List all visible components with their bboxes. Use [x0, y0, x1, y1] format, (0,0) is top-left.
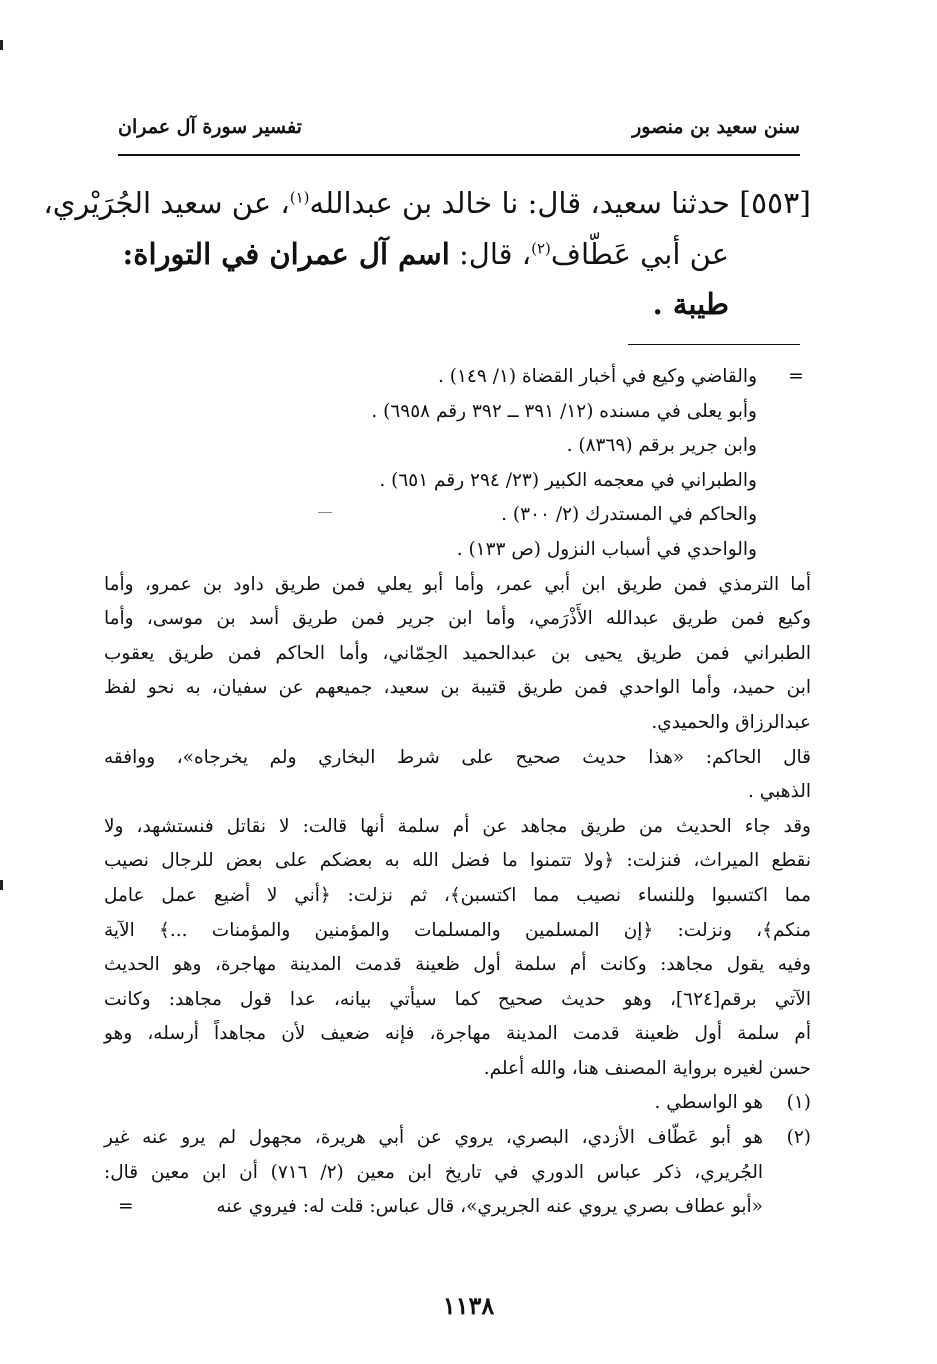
- hadith-line: [43, 178, 811, 229]
- continuation-mark: =: [118, 1196, 134, 1218]
- paragraph-line: نقطع الميراث، فنزلت: ﴿ولا تتمنوا ما فضل الله به بعضكم على بعض للرجال نصيب: [104, 850, 811, 872]
- footnote-2: [104, 1121, 811, 1225]
- reference-line: والحاكم في المستدرك (٢/ ٣٠٠) .: [501, 504, 757, 526]
- reference-line: وأبو يعلى في مسنده (١٢/ ٣٩١ ــ ٣٩٢ رقم ٦٩٥٨) .: [371, 400, 757, 422]
- scan-speck: [318, 512, 332, 513]
- reference-line: = والقاضي وكيع في أخبار القضاة (١/ ١٤٩) .: [104, 360, 811, 395]
- paragraph-line: مما اكتسبوا وللنساء نصيب مما اكتسبن﴾، ثم نزلت: ﴿أني لا أضيع عمل عامل: [104, 884, 811, 906]
- paragraph-line: حسن لغيره برواية المصنف هنا، والله أعلم.: [483, 1057, 811, 1079]
- footnote-number: (١): [786, 1092, 811, 1114]
- hadith-chain: ، عن سعيد الجُرَيْري،: [43, 186, 290, 220]
- reference-line: وابن جرير برقم (٨٣٦٩) .: [566, 435, 757, 457]
- paragraph-line: الذهبي .: [747, 781, 811, 803]
- footnotes-area: [104, 360, 811, 1225]
- hadith-matn: اسم آل عمران في التوراة:: [122, 237, 450, 271]
- paragraph-line: قال الحاكم: «هذا حديث صحيح على شرط البخاري ولم يخرجاه»، ووافقه: [104, 746, 811, 768]
- hadith-line: [104, 279, 811, 329]
- paragraph-line: وقد جاء الحديث من طريق مجاهد عن أم سلمة أنها قالت: لا نقاتل فنستشهد، ولا: [104, 815, 811, 837]
- running-header: [118, 112, 800, 146]
- paragraph-line: عبدالرزاق والحميدي.: [651, 711, 811, 733]
- footnote-ref[interactable]: (٢): [531, 239, 551, 258]
- hadith-chain: عن أبي عَطّاف: [550, 237, 729, 271]
- footnote-number: (٢): [786, 1127, 811, 1149]
- paragraph-line: ابن حميد، وأما الواحدي فمن طريق قتيبة بن سعيد، جميعهم عن سفيان، به نحو لفظ: [104, 677, 811, 699]
- hadith-matn: طيبة .: [652, 287, 729, 321]
- paragraph-line: الآتي برقم[٦٢٤]، وهو حديث صحيح كما سيأتي بيانه، عدا قول مجاهد: وكانت: [104, 988, 812, 1010]
- hadith-number: [٥٥٣]: [739, 186, 811, 221]
- section-title: تفسير سورة آل عمران: [118, 116, 302, 138]
- continuation-mark: =: [788, 366, 804, 387]
- paragraph-line: الطبراني فمن طريق يحيى بن عبدالحميد الحِمّاني، وأما الحاكم فمن طريق يعقوب: [104, 642, 811, 664]
- scan-edge-mark: [0, 40, 3, 50]
- footnote-1: [104, 1086, 811, 1121]
- footnote-line: الجُريري، ذكر عباس الدوري في تاريخ ابن معين (٢/ ٧١٦) أن ابن معين قال:: [104, 1161, 764, 1183]
- scan-edge-mark: [0, 880, 3, 890]
- hadith-chain: حدثنا سعيد، قال: نا خالد بن عبدالله: [309, 186, 730, 220]
- paragraph-line: وفيه يقول مجاهد: وكانت أم سلمة أول ظعينة قدمت المدينة مهاجرة، وهو الحديث: [104, 954, 811, 976]
- page-number: ١١٣٨: [442, 1291, 495, 1320]
- paragraph-line: منكم﴾، ونزلت: ﴿إن المسلمين والمسلمات والمؤمنين والمؤمنات ...﴾ الآية: [104, 919, 811, 941]
- paragraph-line: أم سلمة أول ظعينة قدمت المدينة مهاجرة، فإنه ضعيف لأن مجاهداً أرسله، وهو: [104, 1023, 811, 1045]
- paragraph-line: أما الترمذي فمن طريق ابن أبي عمر، وأما أبو يعلي فمن طريق داود بن عمرو، وأما: [104, 573, 811, 595]
- reference-line: والواحدي في أسباب النزول (ص ١٣٣) .: [456, 538, 757, 560]
- reference-line: والطبراني في معجمه الكبير (٢٣/ ٢٩٤ رقم ٦٥١) .: [379, 469, 757, 491]
- footnote-separator: [628, 344, 800, 345]
- footnote-line: «أبو عطاف بصري يروي عنه الجريري»، قال عباس: قلت له: فيروي عنه =: [104, 1190, 811, 1225]
- book-title: سنن سعيد بن منصور: [632, 116, 800, 138]
- footnote-line: هو أبو عَطّاف الأزدي، البصري، يروي عن أبي هريرة، مجهول لم يرو عنه غير: [104, 1127, 763, 1149]
- header-rule: [118, 154, 800, 156]
- hadith-text: [43, 178, 811, 329]
- paragraph-line: وكيع فمن طريق عبدالله الأَذْرَمي، وأما ابن جرير فمن طريق أسد بن موسى، وأما: [104, 608, 811, 630]
- footnote-ref[interactable]: (١): [289, 188, 310, 207]
- hadith-line: [104, 229, 811, 279]
- footnote-line: هو الواسطي .: [654, 1092, 763, 1114]
- hadith-chain: ، قال:: [449, 237, 532, 271]
